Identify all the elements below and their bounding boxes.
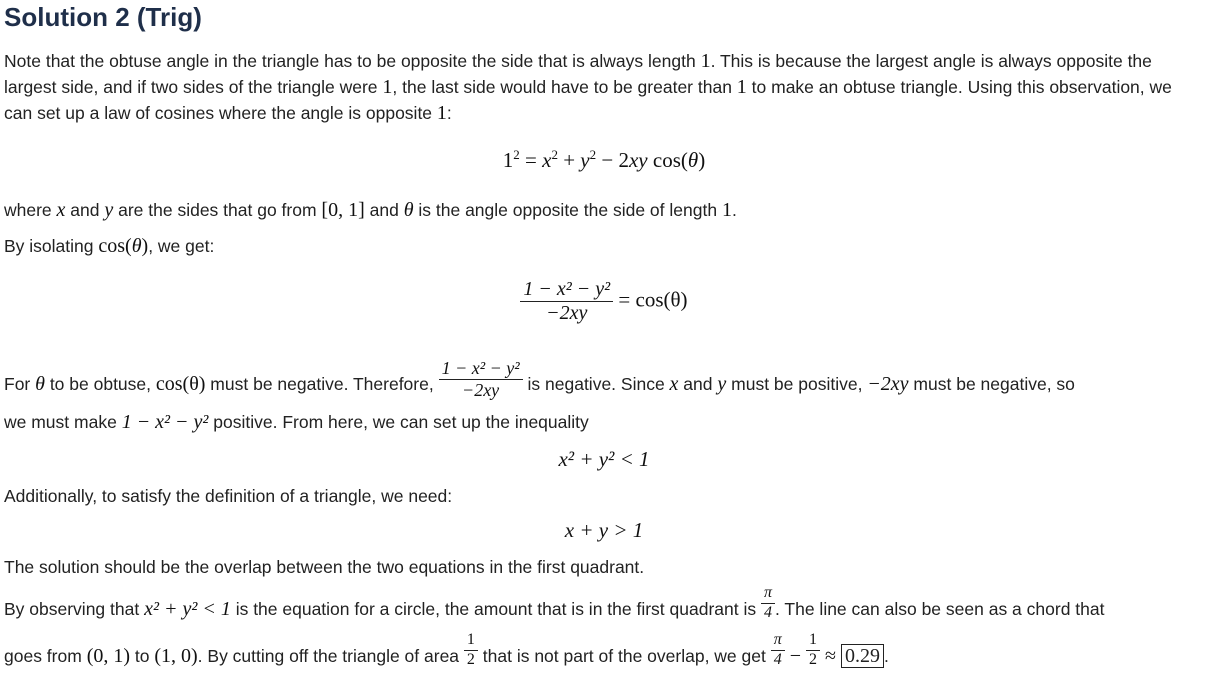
circle-area-paragraph: By observing that x² + y² < 1 is the equation for a circle, the amount that is in the first quadrant is $\frac{\pi}{4}$ . The line can also be seen as a chord that bbox=[4, 584, 1105, 621]
circle-inequality: x² + y² < 1 bbox=[558, 447, 650, 471]
triangle-definition-paragraph: Additionally, to satisfy the definition of a triangle, we need: bbox=[4, 486, 453, 506]
quarter-pi-fraction: $\frac{\pi}{4}$ bbox=[761, 584, 775, 622]
variables-paragraph: where x and y are the sides that go from [0, 1] and θ is the angle opposite the side of length 1. bbox=[4, 199, 737, 221]
section-heading: Solution 2 (Trig) bbox=[4, 2, 202, 32]
final-answer-paragraph: goes from (0, 1) to (1, 0). By cutting off the triangle of area $\frac{1}{2}$ that is not part of the overlap, we get $\frac{\pi}{4}$ − $\frac{1}{2}$ ≈ 0.29 . bbox=[4, 631, 889, 668]
half-fraction: $\frac{1}{2}$ bbox=[464, 631, 478, 669]
cosine-fraction: $\frac{\text{1 − x² − y²}}{-2xy}$ bbox=[520, 278, 613, 325]
isolated-cosine-equation: $\frac{\text{1 − x² − y²}}{-2xy}$ = cos(θ) bbox=[4, 278, 1204, 325]
overlap-paragraph: The solution should be the overlap between the two equations in the first quadrant. bbox=[4, 557, 645, 577]
boxed-answer: 0.29 bbox=[841, 644, 884, 668]
law-of-cosines-equation: $1^2 = x^2 + y^2 - 2xy$ cos(θ) bbox=[502, 147, 706, 172]
isolating-paragraph: By isolating cos(θ), we get: bbox=[4, 235, 215, 257]
line-inequality: x + y > 1 bbox=[564, 518, 644, 542]
intro-paragraph: Note that the obtuse angle in the triangle has to be opposite the side that is always length 1. This is because the largest angle is always opposite the largest side, and if two sides of the triangle were 1, the last side would have to be greater than 1 to make an obtuse triangle. Using this observation, we can set up a law of cosines where the angle is opposite 1: bbox=[4, 50, 1172, 124]
inline-fraction: $\frac{\text{1 − x² − y²}}{-2xy}$ bbox=[439, 358, 523, 400]
obtuse-condition-paragraph: For θ to be obtuse, cos(θ) must be negative. Therefore, $\frac{\text{1 − x² − y²}}{-2xy}$ is negative. Since x and y must be positive, −2xy must be negative, so bbox=[4, 358, 1075, 400]
one-half-fraction: $\frac{1}{2}$ bbox=[806, 631, 820, 669]
pi-over-four-fraction: $\frac{\pi}{4}$ bbox=[771, 631, 785, 669]
positive-paragraph: we must make 1 − x² − y² positive. From here, we can set up the inequality bbox=[4, 411, 589, 433]
